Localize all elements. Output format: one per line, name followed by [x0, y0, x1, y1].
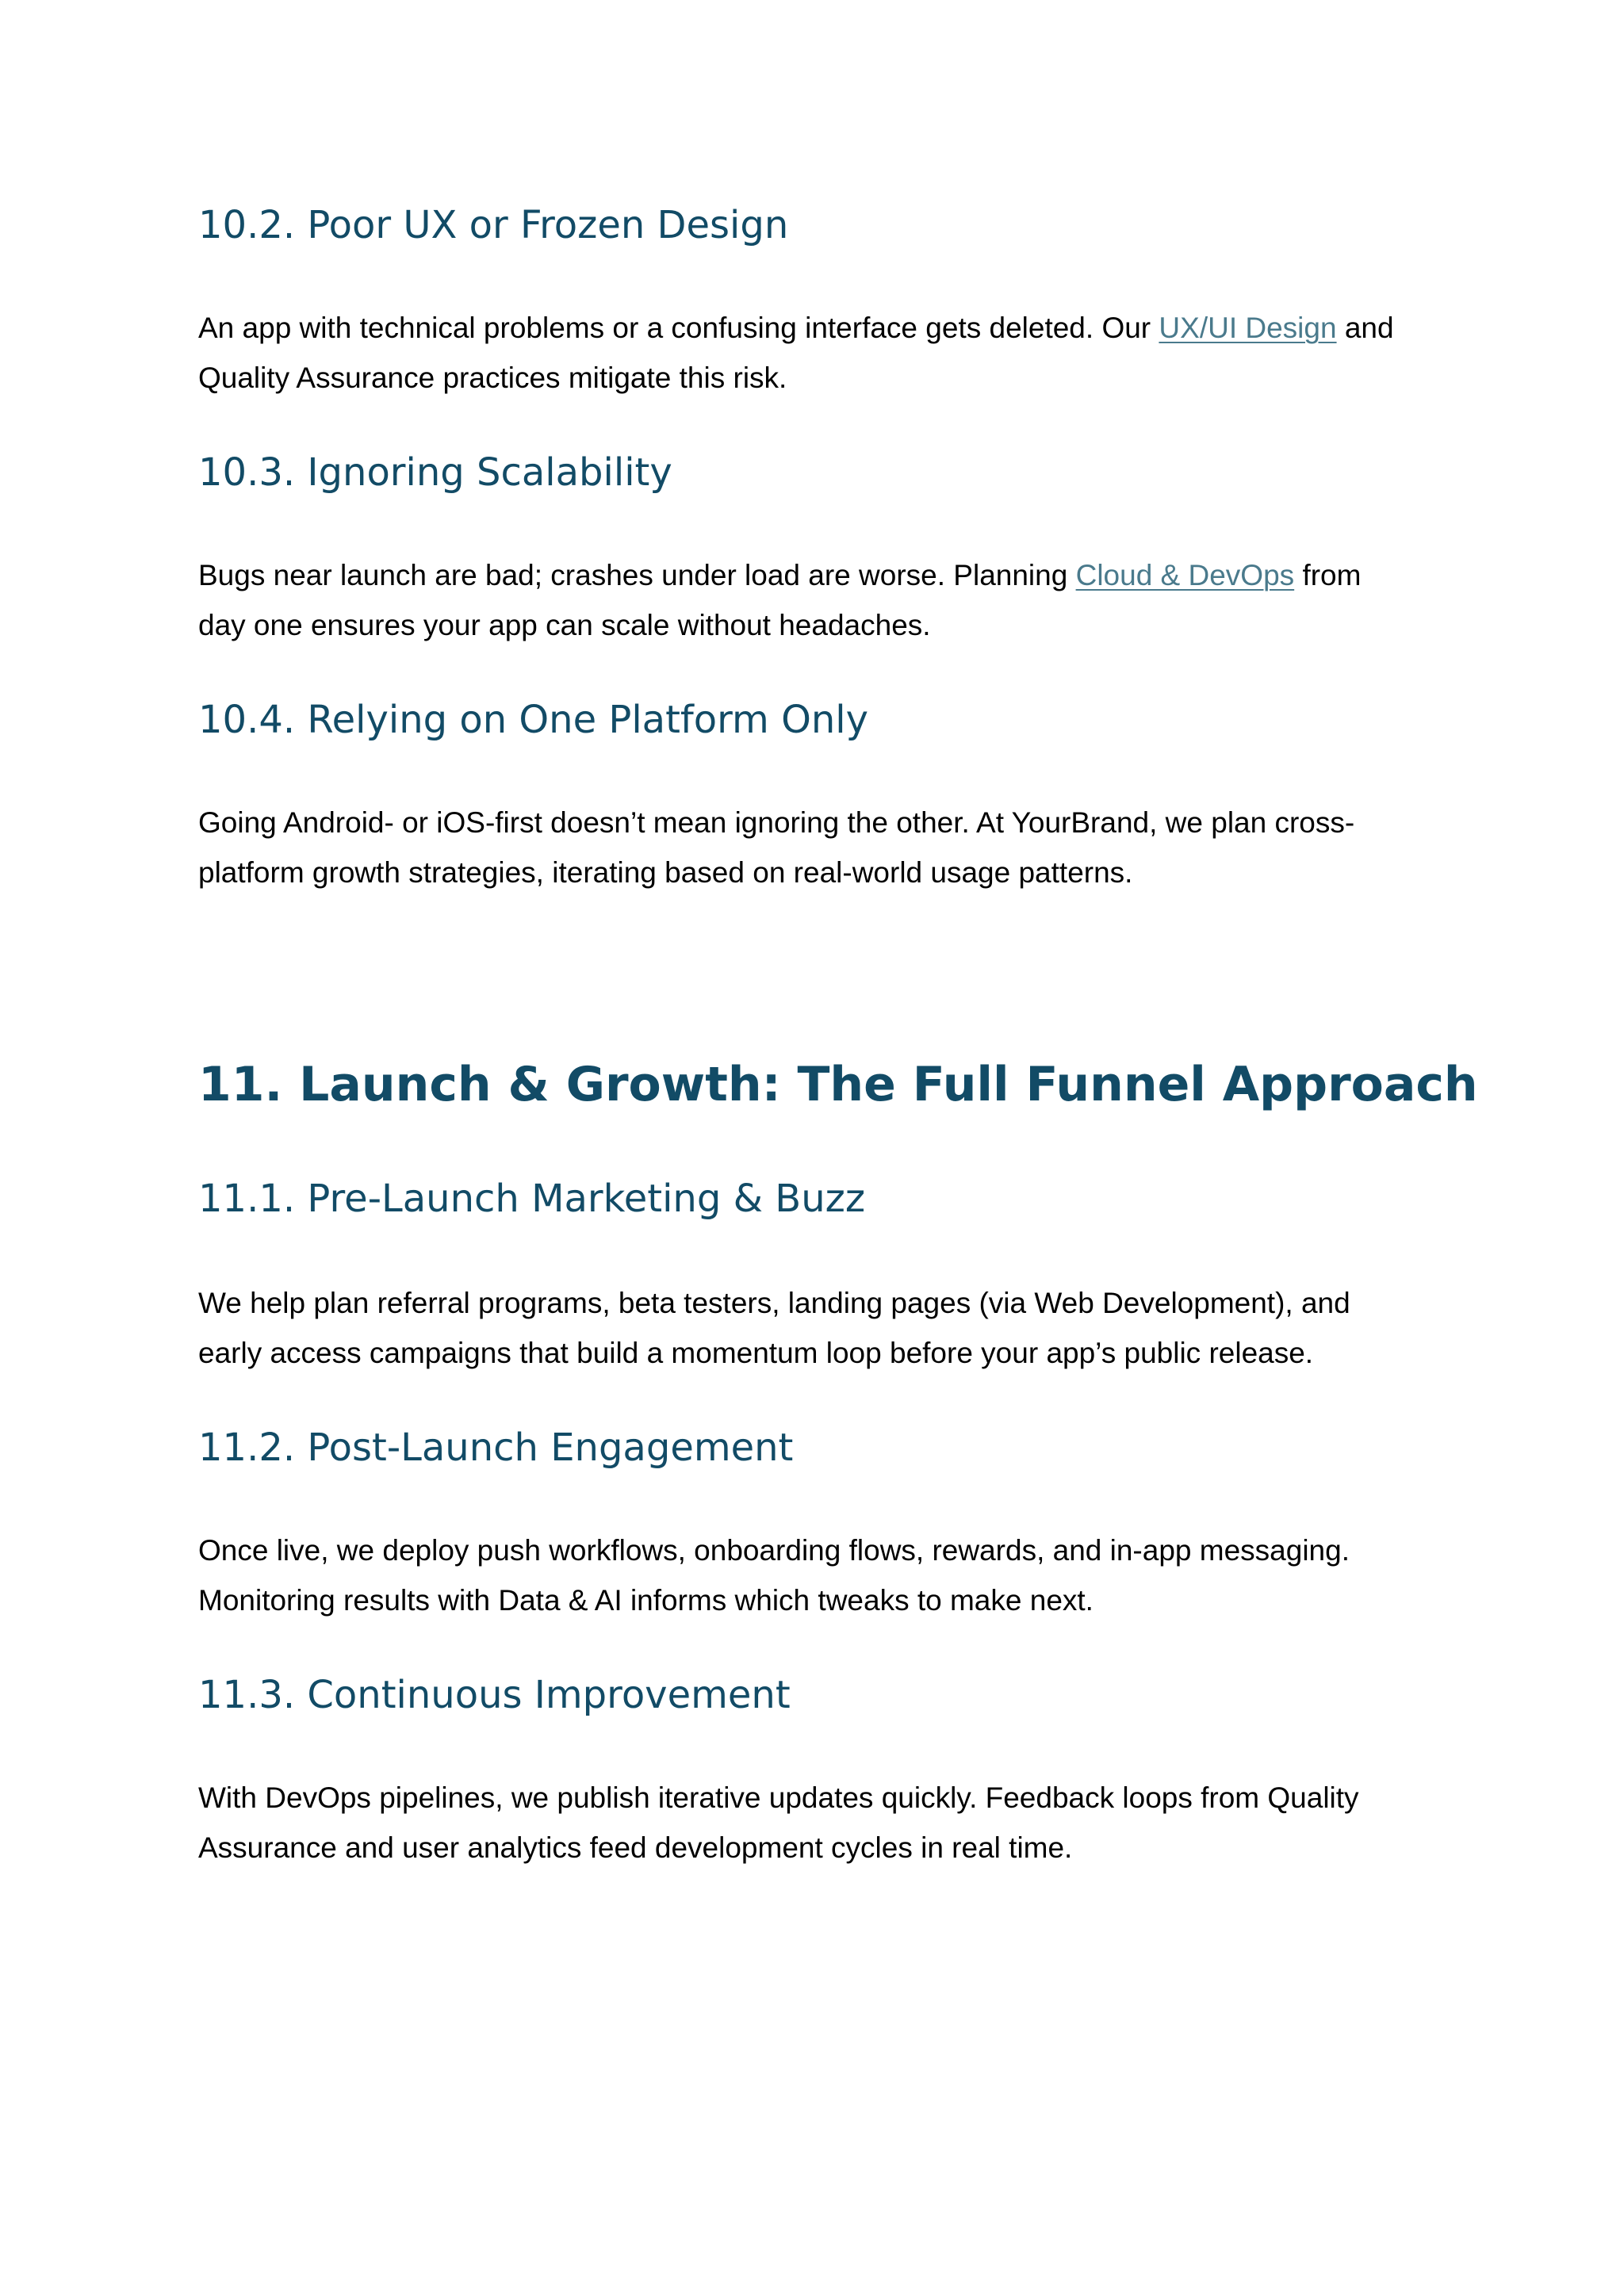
paragraph-line: Quality Assurance practices mitigate this risk. [198, 362, 787, 394]
paragraph-line: With DevOps pipelines, we publish iterative updates quickly. Feedback loops from Quality [198, 1781, 1359, 1814]
paragraph-line: Monitoring results with Data & AI informs which tweaks to make next. [198, 1584, 1094, 1617]
ux-ui-design-link[interactable]: UX/UI Design [1159, 312, 1337, 344]
section-heading-11-2: 11.2. Post-Launch Engagement [198, 1425, 794, 1470]
paragraph-line: early access campaigns that build a momentum loop before your app’s public release. [198, 1337, 1314, 1369]
section-paragraph-10-3 [198, 550, 1451, 650]
section-paragraph-11-3 [198, 1773, 1451, 1873]
section-paragraph-11-2 [198, 1525, 1451, 1625]
paragraph-text: An app with technical problems or a confusing interface gets deleted. Our [198, 312, 1159, 344]
paragraph-line: Going Android- or iOS-first doesn’t mean ignoring the other. At YourBrand, we plan cross- [198, 806, 1355, 839]
section-heading-11-1: 11.1. Pre-Launch Marketing & Buzz [198, 1177, 866, 1221]
paragraph-text: Bugs near launch are bad; crashes under load are worse. Planning [198, 559, 1076, 591]
section-heading-10-3: 10.3. Ignoring Scalability [198, 450, 672, 495]
section-paragraph-10-4 [198, 798, 1451, 897]
cloud-devops-link[interactable]: Cloud & DevOps [1075, 559, 1295, 591]
section-paragraph-11-1 [198, 1278, 1451, 1378]
section-heading-11-3: 11.3. Continuous Improvement [198, 1673, 791, 1717]
paragraph-line: Once live, we deploy push workflows, onboarding flows, rewards, and in-app messaging. [198, 1534, 1350, 1567]
section-paragraph-10-2 [198, 303, 1451, 403]
paragraph-line: Assurance and user analytics feed development cycles in real time. [198, 1831, 1073, 1864]
paragraph-line [198, 550, 1451, 600]
paragraph-line: platform growth strategies, iterating based on real-world usage patterns. [198, 856, 1133, 889]
section-heading-10-4: 10.4. Relying on One Platform Only [198, 698, 869, 742]
section-heading-10-2: 10.2. Poor UX or Frozen Design [198, 203, 789, 247]
paragraph-line: We help plan referral programs, beta testers, landing pages (via Web Development), and [198, 1287, 1350, 1319]
chapter-heading-11: 11. Launch & Growth: The Full Funnel Approach [198, 1057, 1478, 1112]
paragraph-text: and [1336, 312, 1394, 344]
paragraph-line [198, 303, 1451, 353]
paragraph-text: from [1294, 559, 1362, 591]
paragraph-line: day one ensures your app can scale without headaches. [198, 609, 931, 641]
